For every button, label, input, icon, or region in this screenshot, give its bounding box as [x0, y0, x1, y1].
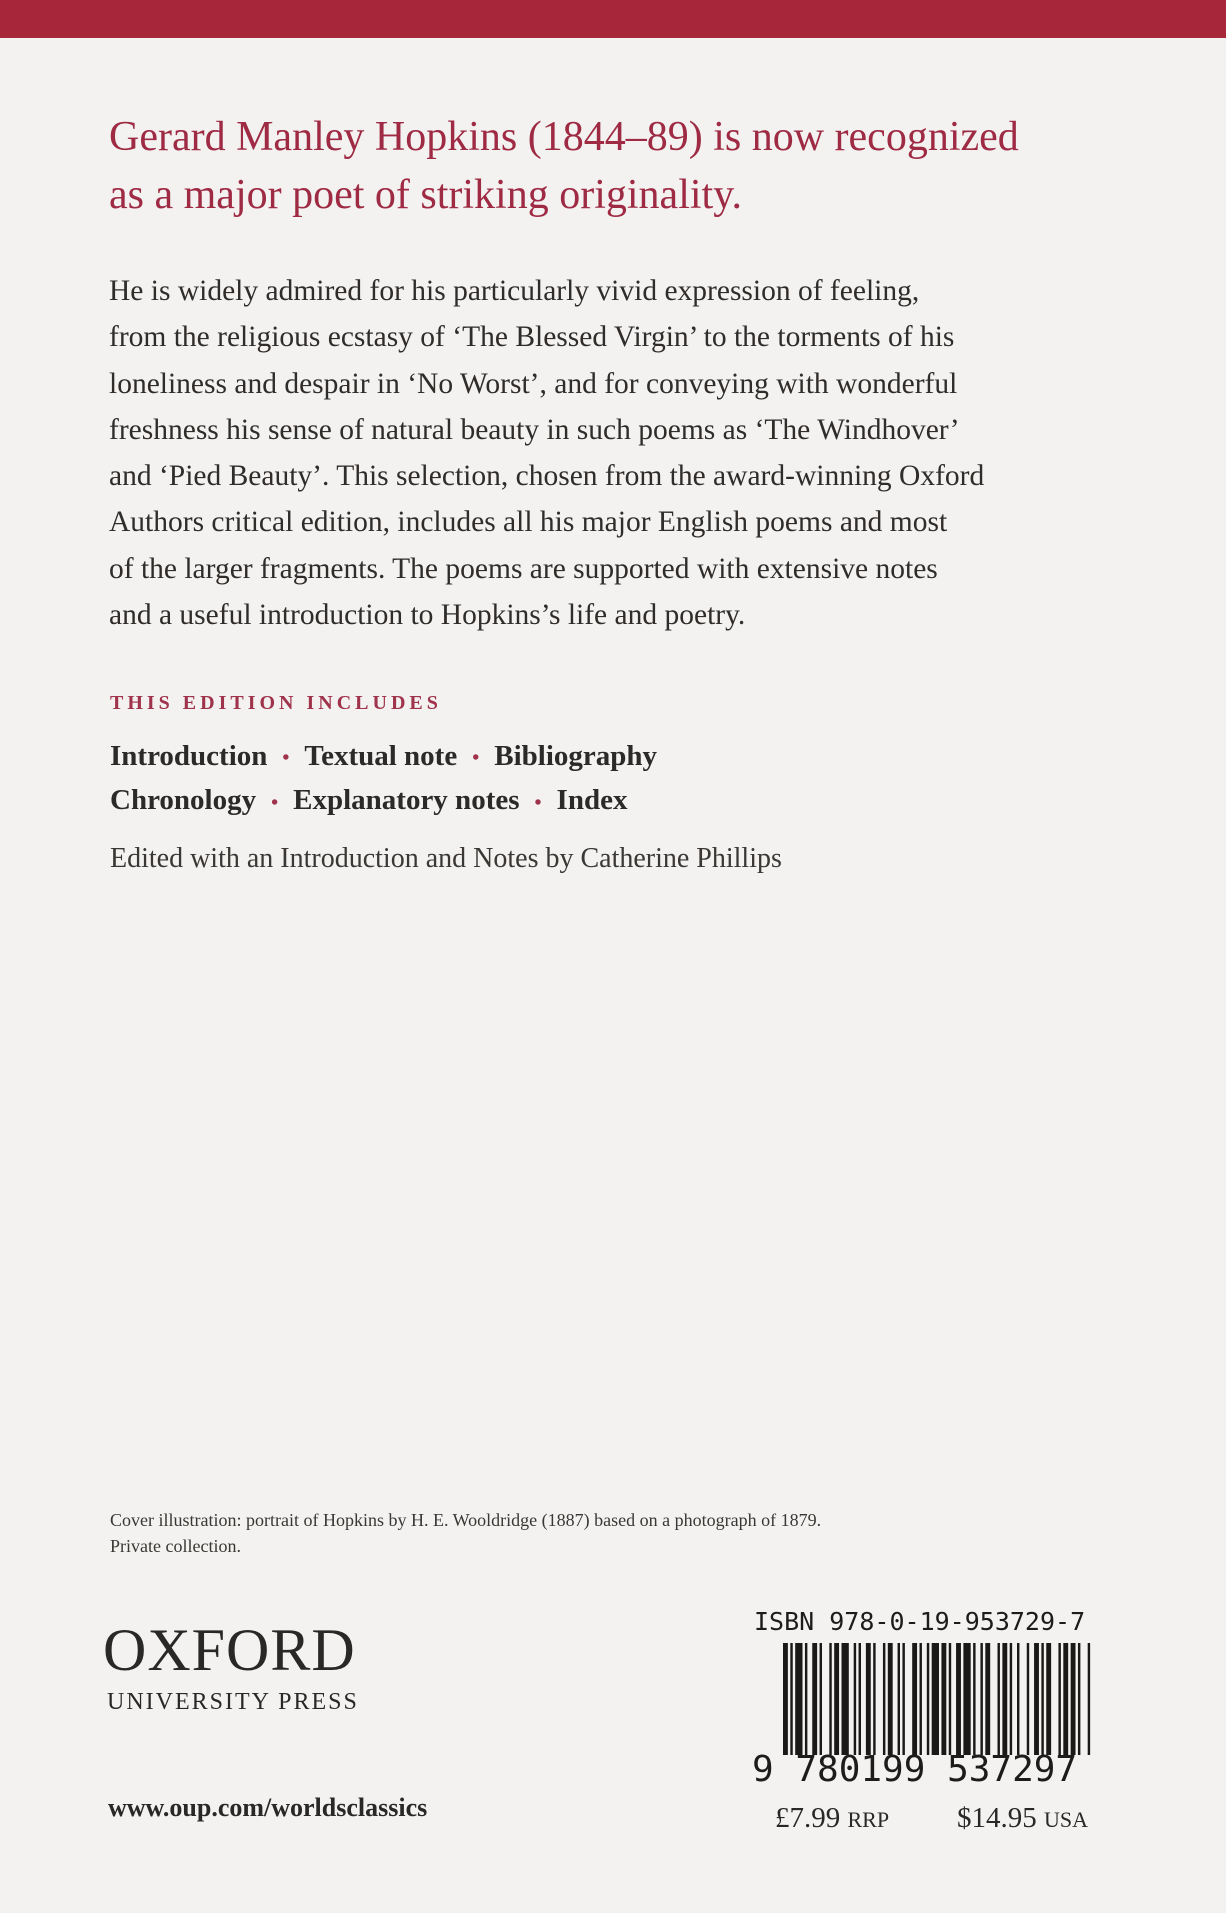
blurb-line: and a useful introduction to Hopkins’s life and poetry. — [109, 599, 746, 632]
barcode-bar — [973, 1643, 975, 1755]
edition-includes-list — [110, 735, 657, 824]
includes-item: Index — [556, 784, 628, 817]
barcode-bar — [1041, 1643, 1043, 1755]
barcode-bar — [820, 1643, 822, 1755]
barcode-bar — [1046, 1643, 1051, 1755]
top-color-band — [0, 0, 1226, 38]
blurb-line: Authors critical edition, includes all his major English poems and most — [109, 506, 948, 539]
barcode-bar — [1017, 1643, 1019, 1755]
barcode-bar — [898, 1643, 900, 1755]
bullet-icon: • — [472, 747, 480, 770]
includes-item: Textual note — [304, 740, 458, 772]
barcode-bar — [1010, 1643, 1012, 1755]
barcode-bar — [1063, 1643, 1068, 1755]
blurb-line: loneliness and despair in ‘No Worst’, and for conveying with wonderful — [109, 367, 958, 400]
publisher-url: www.oup.com/worldsclassics — [108, 1793, 428, 1822]
barcode-bar — [888, 1643, 893, 1755]
barcode-bar — [941, 1643, 946, 1755]
barcode-bar — [883, 1643, 885, 1755]
credit-line: Private collection. — [110, 1536, 241, 1556]
blurb-line: of the larger fragments. The poems are supported with extensive notes — [109, 552, 938, 585]
barcode-bar — [1034, 1643, 1039, 1755]
barcode-bar — [842, 1643, 849, 1755]
edition-includes-heading: THIS EDITION INCLUDES — [110, 692, 442, 714]
bullet-icon: • — [282, 747, 290, 770]
barcode-bar — [932, 1643, 939, 1755]
price-usd-tag: USA — [1044, 1807, 1089, 1832]
barcode-bar — [790, 1643, 792, 1755]
includes-item: Bibliography — [494, 740, 658, 772]
blurb-line: freshness his sense of natural beauty in such poems as ‘The Windhover’ — [109, 413, 960, 446]
blurb-line: He is widely admired for his particularly vivid expression of feeling, — [109, 275, 920, 307]
barcode-bar — [927, 1643, 929, 1755]
headline-line: Gerard Manley Hopkins (1844–89) is now recognized — [109, 114, 1019, 160]
barcode-bar — [795, 1643, 802, 1755]
price-gbp-tag: RRP — [847, 1807, 890, 1832]
barcode-bar — [829, 1643, 831, 1755]
barcode-bar — [859, 1643, 861, 1755]
publisher-subtitle: UNIVERSITY PRESS — [107, 1689, 359, 1715]
editor-credit: Edited with an Introduction and Notes by Catherine Phillips — [110, 843, 782, 874]
barcode-bar — [866, 1643, 871, 1755]
oxford-logo: OXFORD — [103, 1617, 356, 1683]
includes-item: Explanatory notes — [293, 784, 520, 817]
includes-row — [110, 735, 657, 779]
blurb-line: from the religious ecstasy of ‘The Blessed Virgin’ to the torments of his — [109, 321, 955, 354]
barcode-bar — [912, 1643, 917, 1755]
price-usd-amount: $14.95 — [957, 1802, 1037, 1834]
barcode-bar — [1071, 1643, 1076, 1755]
barcode-bar — [956, 1643, 961, 1755]
barcode-bar — [783, 1643, 788, 1755]
barcode-bar — [963, 1643, 970, 1755]
barcode-bar — [854, 1643, 856, 1755]
includes-row — [110, 779, 657, 823]
cover-illustration-credit — [110, 1507, 821, 1559]
isbn-label: ISBN 978-0-19-953729-7 — [754, 1607, 1086, 1636]
barcode-bar — [1002, 1643, 1007, 1755]
barcode-bar — [985, 1643, 990, 1755]
barcode-bar — [873, 1643, 875, 1755]
barcode-bar — [920, 1643, 922, 1755]
bullet-icon: • — [271, 791, 279, 814]
blurb-paragraph — [109, 268, 1189, 638]
blurb-line: and ‘Pied Beauty’. This selection, chosen from the award-winning Oxford — [109, 460, 985, 493]
price-gbp-amount: £7.99 — [775, 1802, 841, 1834]
headline — [109, 108, 1149, 224]
credit-line: Cover illustration: portrait of Hopkins by H. E. Wooldridge (1887) based on a photograph of 1879. — [110, 1510, 822, 1530]
barcode-bar — [980, 1643, 982, 1755]
bullet-icon: • — [534, 791, 542, 814]
price-gbp — [775, 1802, 889, 1835]
barcode-bar — [812, 1643, 817, 1755]
barcode-bar — [805, 1643, 807, 1755]
barcode-bar — [1058, 1643, 1060, 1755]
includes-item: Introduction — [110, 740, 268, 772]
barcode-bar — [834, 1643, 839, 1755]
barcode-bar — [902, 1643, 904, 1755]
barcode-bar — [1078, 1643, 1080, 1755]
barcode-bar — [949, 1643, 951, 1755]
barcode-bar — [1027, 1643, 1029, 1755]
barcode-bar — [1088, 1643, 1090, 1755]
includes-item: Chronology — [110, 784, 257, 817]
headline-line: as a major poet of striking originality. — [109, 172, 742, 218]
barcode-digits: 9 780199 537297 — [752, 1749, 1078, 1790]
barcode-icon — [783, 1643, 1095, 1755]
barcode-bar — [998, 1643, 1000, 1755]
price-usd — [957, 1802, 1088, 1835]
